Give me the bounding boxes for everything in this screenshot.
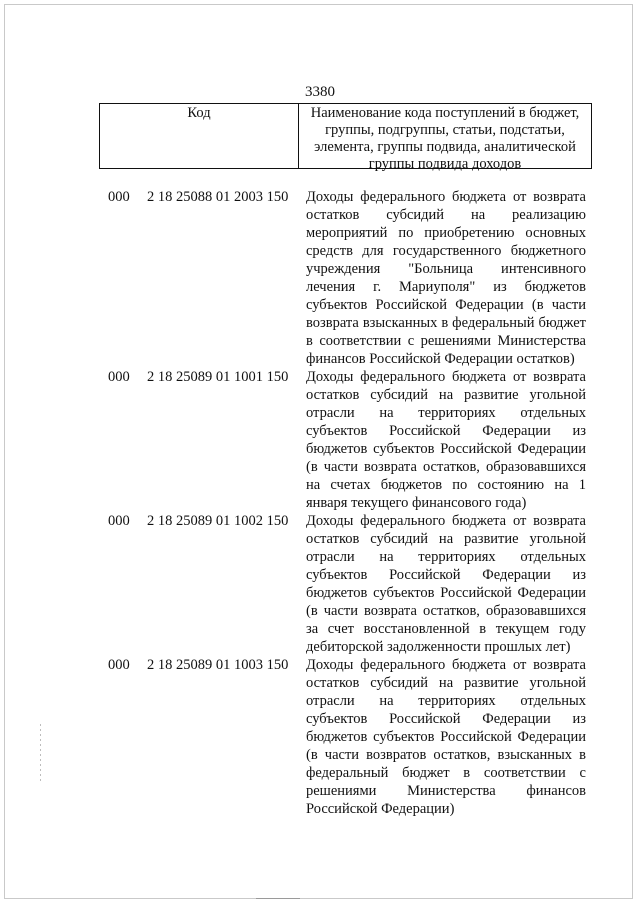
- admin-code: 000: [108, 657, 130, 673]
- table-row: [0, 512, 640, 656]
- income-code: 2 18 25088 01 2003 150: [147, 189, 289, 205]
- income-code: 2 18 25089 01 1001 150: [147, 369, 289, 385]
- income-description: Доходы федерального бюджета от возврата остатков субсидий на развитие угольной отрасли на территориях отдельных субъектов Российской Федерации из бюджетов субъектов Российской Федерации (в части возвратов остатков, взысканных в федеральный бюджет в соответствии с решениями Министерства финансов Российской Федерации): [306, 657, 586, 817]
- scan-artifact: [256, 898, 300, 899]
- income-code: 2 18 25089 01 1002 150: [147, 513, 289, 529]
- income-code: 2 18 25089 01 1003 150: [147, 657, 289, 673]
- admin-code: 000: [108, 513, 130, 529]
- table-row: [0, 188, 640, 368]
- page-number: 3380: [305, 84, 335, 100]
- scan-artifact: [40, 724, 41, 782]
- header-name-label: Наименование кода поступлений в бюджет, группы, подгруппы, статьи, подстатьи, элемента, группы подвида, аналитической группы подвида доходов: [310, 105, 580, 172]
- admin-code: 000: [108, 369, 130, 385]
- header-table: [99, 103, 592, 172]
- admin-code: 000: [108, 189, 130, 205]
- header-code-label: Код: [100, 104, 299, 168]
- income-codes-list: [0, 188, 640, 818]
- table-row: [0, 656, 640, 818]
- income-description: Доходы федерального бюджета от возврата остатков субсидий на развитие угольной отрасли на территориях отдельных субъектов Российской Федерации из бюджетов субъектов Российской Федерации (в части возврата остатков, образовавшихся на счетах бюджетов по состоянию на 1 января текущего финансового года): [306, 369, 586, 511]
- table-row: [0, 368, 640, 512]
- income-description: Доходы федерального бюджета от возврата остатков субсидий на реализацию мероприятий по приобретению основных средств для государственного бюджетного учреждения "Больница интенсивного лечения г. Мариуполя" из бюджетов субъектов Российской Федерации (в части возврата взысканных в федеральный бюджет в соответствии с решениями Министерства финансов Российской Федерации остатков): [306, 189, 586, 367]
- income-description: Доходы федерального бюджета от возврата остатков субсидий на развитие угольной отрасли на территориях отдельных субъектов Российской Федерации из бюджетов субъектов Российской Федерации (в части возврата остатков, образовавшихся за счет восстановленной в текущем году дебиторской задолженности прошлых лет): [306, 513, 586, 655]
